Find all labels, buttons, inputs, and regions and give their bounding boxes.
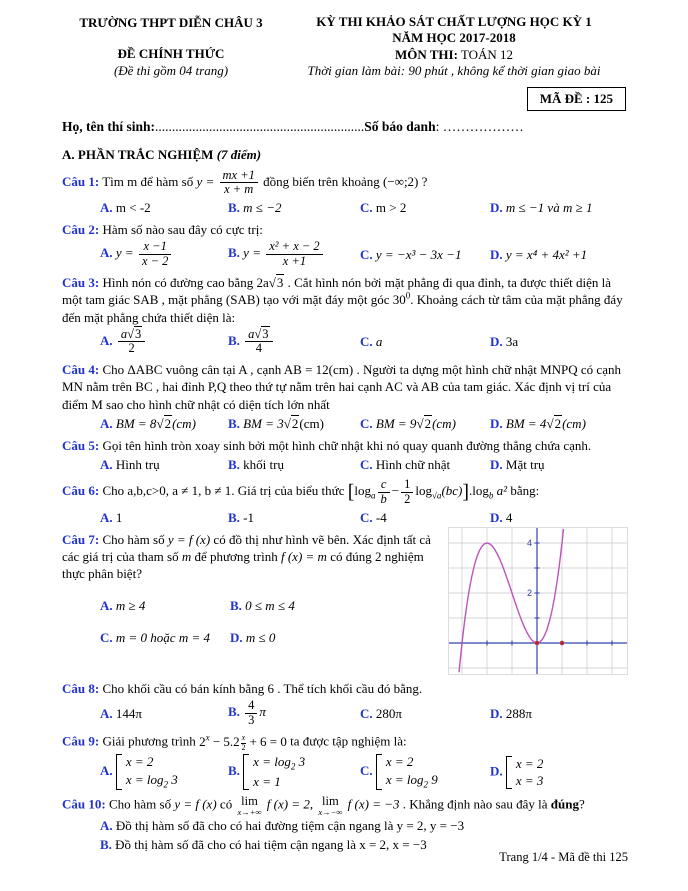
q4c-radicand: 2 [424, 415, 432, 431]
option-text: m ≥ 4 [115, 598, 146, 614]
q6-frac2-num: 1 [401, 478, 413, 493]
q6-minus: − [391, 483, 400, 499]
option-text: 4 [505, 509, 513, 525]
q9c-row2-log: x = log [385, 771, 424, 787]
option-letter-b: B. [230, 598, 242, 614]
q9a-bracket [116, 754, 122, 790]
question-6-text: Cho a,b,c>0, a ≠ 1, b ≠ 1. Giá trị của biểu thức [102, 483, 345, 499]
q3a-radicand: 3 [135, 326, 142, 341]
q9b-row1 [253, 754, 305, 773]
question-10 [62, 795, 628, 852]
question-4-text: Cho ΔABC vuông cân tại A , cạnh AB = 12(cm) . Người ta dựng một hình chữ nhật MNPQ có cạnh MN nằm trên BC , hai đỉnh P,Q theo thứ tự nằm trên hai cạnh AC và AB của tam giác. Xác định vị trí của điểm M sao cho hình chữ nhật có diện tích lớn nhất [62, 362, 621, 412]
subject-line [280, 47, 628, 63]
q2a-den: x − 2 [141, 254, 169, 269]
pages-note: (Đề thi gồm 04 trang) [113, 63, 229, 79]
q3a-coef: a [120, 326, 128, 341]
question-6-options [62, 509, 628, 526]
question-8-option-d [490, 705, 628, 722]
q6-frac1 [376, 478, 392, 507]
time-note: Thời gian làm bài: 90 phút , không kể thời gian giao bài [307, 62, 601, 78]
option-letter-d: D. [490, 456, 503, 472]
q9d-bracket [506, 756, 512, 790]
option-text: -1 [243, 509, 255, 525]
question-4-option-c [360, 415, 490, 432]
question-2-label: Câu 2: [62, 222, 100, 238]
option-letter-b: B. [228, 245, 240, 261]
q4a-unit: (cm) [172, 415, 196, 431]
q9a-row2 [126, 772, 178, 791]
q3a-den: 2 [128, 341, 135, 356]
option-letter-c: C. [100, 630, 113, 646]
option-text: a [375, 334, 383, 350]
q3-t1: Hình nón có đường cao bằng 2a [102, 274, 269, 290]
q4d-unit: (cm) [562, 415, 586, 431]
q9a-row2-log: x = log [125, 771, 164, 787]
question-2-option-b [228, 240, 360, 269]
option-text: m ≤ −1 và m ≥ 1 [505, 200, 593, 216]
option-text: m > 2 [375, 200, 407, 216]
exam-code-box: MÃ ĐỀ : 125 [527, 87, 626, 110]
option-text: 0 ≤ m ≤ 4 [245, 598, 295, 614]
question-7-option-a [100, 597, 230, 614]
q6-bc: (bc) [441, 483, 463, 499]
q10-lim1-word: lim [241, 794, 258, 809]
question-3-text [62, 275, 623, 325]
q1-frac-den: x + m [224, 182, 254, 197]
question-3-option-c [360, 333, 490, 350]
q3b-coef: a [248, 326, 255, 341]
option-text: 3a [505, 334, 519, 350]
q1-fraction [218, 169, 260, 198]
option-text: m = 0 hoặc m = 4 [115, 630, 210, 646]
q1-eq-pre: y = [196, 173, 215, 189]
q6-frac2-den: 2 [404, 491, 411, 506]
q3b-radicand: 3 [262, 326, 269, 341]
option-letter-d: D. [490, 509, 503, 525]
q6-log2-base: √a [431, 490, 442, 501]
question-1-option-c [360, 199, 490, 216]
q9c-row2-base: 2 [423, 779, 429, 790]
q3b-fraction [243, 328, 274, 357]
question-4-option-a [100, 415, 228, 432]
q9b-bracket [243, 754, 249, 790]
option-letter-a: A. [100, 763, 113, 779]
q4a-pre: BM = 8 [115, 415, 157, 431]
question-9 [62, 732, 628, 790]
q10-limit-2 [318, 795, 342, 816]
option-letter-c: C. [360, 415, 373, 431]
question-5-options [62, 456, 628, 473]
q9c-rows [386, 754, 438, 790]
question-4-options [62, 415, 628, 432]
q6-log3-base: b [488, 490, 494, 501]
option-letter-c: C. [360, 334, 373, 350]
option-text: 288π [505, 705, 532, 721]
option-letter-b: B. [228, 456, 240, 472]
q9-equation [199, 732, 287, 752]
q9a-rows [126, 754, 178, 790]
q10-lim2-word: lim [322, 794, 339, 809]
q7-m3: f (x) = m [280, 548, 327, 564]
option-letter-d: D. [490, 200, 503, 216]
option-letter-b: B. [100, 836, 112, 852]
q9b-cases [243, 754, 305, 790]
q4d-radicand: 2 [554, 415, 562, 431]
option-letter-c: C. [360, 509, 373, 525]
question-1-option-d [490, 199, 628, 216]
option-text: y = −x³ − 3x −1 [375, 247, 462, 263]
q10-question-mark: ? [579, 796, 585, 812]
q2b-fraction [264, 240, 324, 269]
q9-exp-den: 2 [241, 742, 246, 752]
q4c-unit: (cm) [432, 415, 456, 431]
q2b-pre: y = [243, 245, 261, 261]
section-points: (7 điểm) [216, 147, 262, 163]
question-5-label: Câu 5: [62, 437, 100, 453]
q3-radicand: 3 [276, 274, 284, 290]
option-text: m ≤ 0 [245, 630, 276, 646]
question-8-options [62, 699, 628, 728]
q9b-row1-log: x = log [253, 754, 291, 770]
q9-exp1: x [205, 732, 210, 743]
question-4-option-b [228, 415, 360, 432]
q9d-cases [506, 756, 544, 790]
option-text: -4 [375, 509, 387, 525]
q10-bold-word: đúng [550, 796, 579, 812]
q6-left-bracket: [ [347, 481, 355, 504]
option-letter-b: B. [228, 200, 240, 216]
q3-t2: . Cắt hình nón bởi mặt phẳng đi qua đỉnh, ta được thiết diện là một tam giác SAB , mặt phẳng (SAB) tạo với mặt đáy một góc 30 [62, 274, 611, 308]
option-letter-a: A. [100, 415, 113, 431]
question-2 [62, 221, 628, 269]
header-left [62, 14, 280, 79]
question-8-option-b [228, 699, 360, 728]
page-footer: Trang 1/4 - Mã đề thi 125 [499, 849, 628, 864]
option-text: Hình trụ [115, 456, 160, 472]
q4d-pre: BM = 4 [505, 415, 547, 431]
q3a-num [118, 328, 145, 343]
question-5-option-c [360, 456, 490, 473]
q9c-row2 [386, 772, 438, 791]
option-letter-a: A. [100, 598, 113, 614]
option-text: khối trụ [243, 456, 284, 472]
question-6-option-c [360, 509, 490, 526]
question-7-options-row1 [62, 597, 440, 614]
q10-t2: có [219, 796, 233, 812]
q9c-row1: x = 2 [385, 754, 414, 770]
question-5-option-d [490, 456, 628, 473]
question-2-text: Hàm số nào sau đây có cực trị: [102, 222, 263, 238]
option-letter-b: B. [228, 509, 240, 525]
question-6-option-d [490, 509, 628, 526]
option-letter-d: D. [490, 415, 503, 431]
q6-a-squared: a² [496, 483, 508, 499]
q10-m1: y = f (x) [174, 796, 217, 812]
q3a-fraction [116, 328, 147, 357]
q6-log1: log [354, 483, 372, 499]
question-2-options [62, 240, 628, 269]
question-5-text: Gọi tên hình tròn xoay sinh bởi một hình chữ nhật khi nó quay quanh đường thẳng chứa cạnh. [102, 437, 592, 453]
option-letter-b: B. [228, 704, 240, 720]
q8b-num: 4 [245, 699, 257, 714]
question-8-text: Cho khối cầu có bán kính bằng 6 . Thể tích khối cầu đó bằng. [102, 680, 423, 696]
option-text: Đồ thị hàm số đã cho có hai đường tiệm cận ngang là y = 2, y = −3 [115, 818, 465, 834]
q8b-den: 3 [248, 712, 255, 727]
question-9-option-a [100, 754, 228, 790]
q4b-pre: BM = 3 [243, 415, 284, 431]
q2b-num: x² + x − 2 [266, 240, 322, 255]
page-header [62, 14, 628, 79]
q4a-radicand: 2 [164, 415, 172, 431]
exam-title-line1: KỲ THI KHẢO SÁT CHẤT LƯỢNG HỌC KỲ 1 [316, 14, 592, 29]
option-letter-a: A. [100, 456, 113, 472]
q3a-sqrt: √3 [127, 326, 142, 341]
question-8-label: Câu 8: [62, 680, 100, 696]
q7-m2: m [181, 548, 192, 564]
option-letter-d: D. [490, 334, 503, 350]
q6-log3: log [472, 483, 489, 499]
q3-sqrt: √3 [268, 274, 284, 290]
svg-text:4: 4 [526, 537, 532, 548]
question-5-option-a [100, 456, 228, 473]
q9d-rows [516, 756, 544, 790]
option-text: 1 [115, 509, 123, 525]
question-6-text-after: bằng: [510, 483, 540, 499]
q3b-num [245, 328, 272, 343]
question-7-option-c [100, 629, 230, 646]
q4b-radicand: 2 [291, 415, 299, 431]
exam-type: ĐỀ CHÍNH THỨC [117, 46, 225, 62]
candidate-id-label: Số báo danh [364, 118, 436, 134]
q1-frac-num: mx +1 [220, 169, 258, 184]
option-text: Hình chữ nhật [375, 456, 451, 472]
q2a-num: x −1 [139, 240, 171, 255]
candidate-name-field: .............................................................. [155, 118, 365, 134]
question-7-options-row2 [62, 629, 440, 646]
question-9-option-b [228, 754, 360, 790]
option-letter-b: B. [228, 332, 240, 348]
question-2-option-a [100, 240, 228, 269]
question-5-option-b [228, 456, 360, 473]
q6-frac2 [399, 478, 415, 507]
q7-t1: Cho hàm số [102, 531, 165, 547]
question-8-option-c [360, 705, 490, 722]
question-7-option-b [230, 597, 295, 614]
q9c-cases [376, 754, 438, 790]
q10-limit-1 [237, 795, 261, 816]
option-letter-a: A. [100, 705, 113, 721]
q9a-cases [116, 754, 178, 790]
candidate-id-field: : ……………… [435, 118, 524, 134]
candidate-line [62, 118, 628, 136]
option-letter-c: C. [360, 763, 373, 779]
question-10-label: Câu 10: [62, 796, 106, 812]
q6-frac1-num: c [378, 478, 390, 493]
q2b-den: x +1 [282, 254, 307, 269]
q9c-row2-arg: 9 [428, 771, 438, 787]
option-letter-a: A. [100, 332, 113, 348]
q6-frac1-den: b [380, 491, 387, 506]
q2a-pre: y = [115, 245, 134, 261]
q4b-sqrt: √2 [283, 415, 299, 431]
q4b-unit: (cm) [299, 415, 324, 431]
q9-mid: − 5.2 [209, 733, 240, 749]
question-5 [62, 437, 628, 473]
q9a-row1: x = 2 [125, 754, 154, 770]
question-8 [62, 680, 628, 728]
question-3-options [62, 328, 628, 357]
q10-e1: f (x) = 2, [266, 796, 314, 812]
option-letter-b: B. [228, 763, 240, 779]
question-6-option-b [228, 509, 360, 526]
question-7 [62, 531, 628, 675]
q6-log1-base: a [371, 490, 376, 501]
q9b-row2: x = 1 [253, 774, 281, 790]
q4c-sqrt: √2 [416, 415, 432, 431]
q3-exponent: 0 [405, 291, 411, 302]
section-title-text: A. PHẦN TRẮC NGHIỆM [62, 147, 214, 163]
header-right [280, 14, 628, 79]
question-1-option-b [228, 199, 360, 216]
question-2-option-c [360, 246, 490, 263]
option-text: m ≤ −2 [243, 200, 282, 216]
q10-e2: f (x) = −3 [347, 796, 400, 812]
question-7-label: Câu 7: [62, 531, 100, 547]
q9-tail: + 6 = 0 [246, 733, 287, 749]
option-letter-a: A. [100, 245, 113, 261]
question-9-text: Giải phương trình [102, 733, 196, 749]
question-3-option-b [228, 328, 360, 357]
option-letter-a: A. [100, 818, 113, 834]
option-text: 280π [375, 705, 402, 721]
question-4-label: Câu 4: [62, 362, 100, 378]
question-1-options [62, 199, 628, 216]
question-9-text-after: ta được tập nghiệm là: [290, 733, 407, 749]
question-7-option-d [230, 629, 275, 646]
q10-t1: Cho hàm số [108, 796, 172, 812]
option-letter-c: C. [360, 247, 373, 263]
question-4 [62, 361, 628, 432]
question-2-option-d [490, 246, 628, 263]
question-9-option-c [360, 754, 490, 790]
question-9-option-d [490, 756, 628, 790]
q9d-row2: x = 3 [515, 772, 544, 788]
question-1-text-after: đồng biến trên khoảng (−∞;2) ? [263, 173, 428, 189]
option-text: Đồ thị hàm số đã cho có hai tiệm cận ngang là x = 2, x = −3 [115, 836, 427, 852]
q7-t2: có đồ thị như hình vẽ bên. Xác định tất cả các giá trị của tham số [62, 531, 431, 564]
q3b-sqrt: √3 [254, 326, 269, 341]
q4d-sqrt: √2 [546, 415, 562, 431]
option-text: m < -2 [115, 200, 151, 216]
question-4-option-d [490, 415, 628, 432]
q10-t3: . Khẳng định nào sau đây là [402, 796, 551, 812]
q9b-rows [253, 754, 305, 790]
question-6 [62, 478, 628, 526]
option-letter-c: C. [360, 200, 373, 216]
q9d-row1: x = 2 [515, 755, 544, 771]
q6-right-bracket: ] [462, 481, 470, 504]
q4c-pre: BM = 9 [375, 415, 417, 431]
q9-base1: 2 [199, 733, 206, 749]
question-6-label: Câu 6: [62, 483, 100, 499]
question-3-label: Câu 3: [62, 274, 100, 290]
option-letter-c: C. [360, 705, 373, 721]
q10-lim1-sub: x→+∞ [237, 806, 262, 817]
section-title [62, 146, 628, 163]
option-letter-a: A. [100, 509, 113, 525]
q6-expression [347, 477, 511, 506]
question-1-label: Câu 1: [62, 173, 100, 189]
option-letter-d: D. [230, 630, 243, 646]
q9a-row2-base: 2 [163, 779, 169, 790]
question-1-option-a [100, 199, 228, 216]
exam-title-line2: NĂM HỌC 2017-2018 [392, 30, 516, 46]
option-text: Mặt trụ [505, 456, 545, 472]
option-text: 144π [115, 705, 142, 721]
option-letter-a: A. [100, 200, 113, 216]
question-9-options [62, 754, 628, 790]
question-3-option-a [100, 328, 228, 357]
q3b-den: 4 [255, 341, 262, 356]
q9a-row2-arg: 3 [168, 771, 178, 787]
option-letter-d: D. [490, 705, 503, 721]
question-1 [62, 169, 628, 217]
q2a-fraction [137, 240, 173, 269]
q6-dot: . [469, 483, 473, 499]
exam-code-row [62, 87, 628, 110]
candidate-name-label: Họ, tên thí sinh: [62, 118, 156, 134]
q7-graph [448, 527, 628, 675]
q9-exp-num: x [241, 732, 246, 742]
q7-t4: có đúng 2 nghiệm thực phân biệt? [62, 548, 424, 582]
q7-m1: y = f (x) [167, 531, 211, 547]
q3-t3: . Khoảng cách từ tâm của mặt phẳng đáy đến mặt phẳng chứa thiết diện là: [62, 292, 623, 325]
school-name: TRƯỜNG THPT DIỄN CHÂU 3 [79, 15, 263, 30]
q8b-fraction [243, 699, 259, 728]
svg-text:2: 2 [526, 587, 532, 598]
option-letter-d: D. [490, 763, 503, 779]
subject-name: TOÁN 12 [457, 46, 514, 62]
q7-t3: để phương trình [194, 548, 278, 564]
question-6-option-a [100, 509, 228, 526]
question-9-label: Câu 9: [62, 733, 100, 749]
question-1-text: Tìm m để hàm số [102, 173, 194, 189]
question-8-option-a [100, 705, 228, 722]
option-text: y = x⁴ + 4x² +1 [505, 247, 588, 263]
question-10-option-a [62, 817, 628, 834]
q10-lim2-sub: x→−∞ [318, 806, 343, 817]
question-3-option-d [490, 333, 628, 350]
q9b-row1-arg: 3 [295, 754, 306, 770]
option-letter-d: D. [490, 247, 503, 263]
question-3 [62, 274, 628, 356]
q9b-row1-base: 2 [290, 761, 296, 772]
q9c-bracket [376, 754, 382, 790]
q4a-sqrt: √2 [156, 415, 172, 431]
option-letter-c: C. [360, 456, 373, 472]
option-letter-b: B. [228, 415, 240, 431]
subject-label: MÔN THI: [394, 46, 458, 62]
q8b-pi: π [259, 704, 266, 720]
q6-log2: log [415, 483, 432, 499]
